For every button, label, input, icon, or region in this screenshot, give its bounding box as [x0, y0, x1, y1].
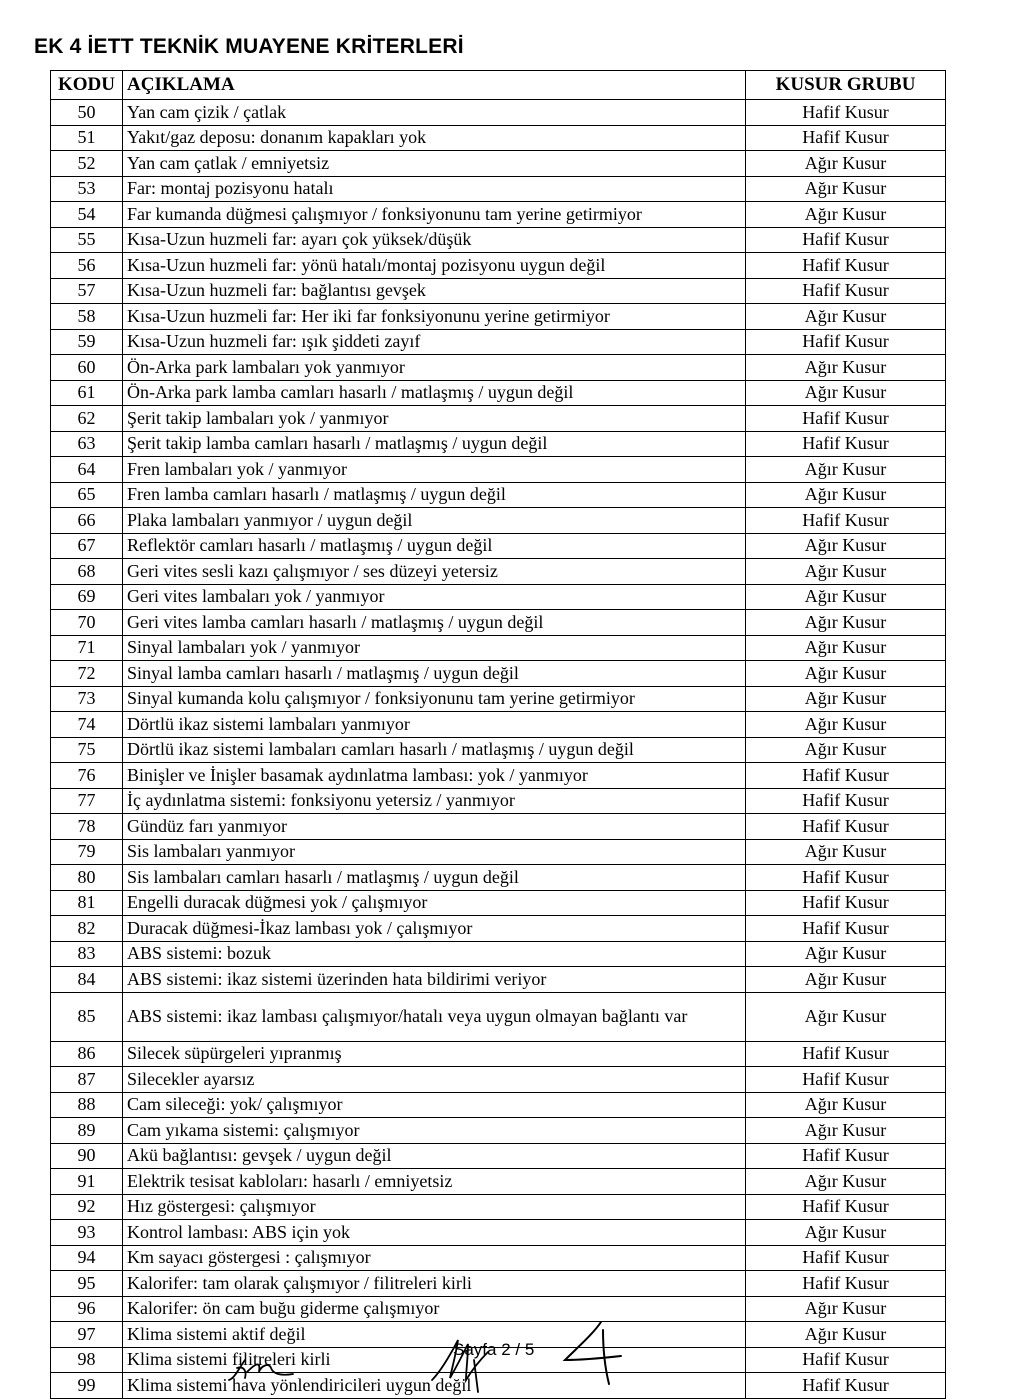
- row-defect-group: Hafif Kusur: [746, 406, 946, 432]
- table-row: [51, 559, 946, 585]
- row-code: 77: [51, 788, 123, 814]
- row-code: 61: [51, 380, 123, 406]
- row-description: Klima sistemi filitreleri kirli: [123, 1347, 746, 1373]
- row-code: 97: [51, 1322, 123, 1348]
- row-description: Binişler ve İnişler basamak aydınlatma lambası: yok / yanmıyor: [123, 763, 746, 789]
- table-row: [51, 1220, 946, 1246]
- row-description: Kalorifer: ön cam buğu giderme çalışmıyor: [123, 1296, 746, 1322]
- row-code: 93: [51, 1220, 123, 1246]
- row-code: 72: [51, 661, 123, 687]
- table-row: [51, 1296, 946, 1322]
- row-defect-group: Ağır Kusur: [746, 610, 946, 636]
- row-defect-group: Ağır Kusur: [746, 967, 946, 993]
- table-row: [51, 763, 946, 789]
- row-code: 82: [51, 916, 123, 942]
- row-description: Kontrol lambası: ABS için yok: [123, 1220, 746, 1246]
- row-defect-group: Ağır Kusur: [746, 584, 946, 610]
- table-row: [51, 686, 946, 712]
- table-row: [51, 635, 946, 661]
- table-row: [51, 712, 946, 738]
- row-code: 73: [51, 686, 123, 712]
- row-defect-group: Hafif Kusur: [746, 1347, 946, 1373]
- row-description: Hız göstergesi: çalışmıyor: [123, 1194, 746, 1220]
- row-description: Geri vites sesli kazı çalışmıyor / ses düzeyi yetersiz: [123, 559, 746, 585]
- row-defect-group: Ağır Kusur: [746, 355, 946, 381]
- row-code: 54: [51, 202, 123, 228]
- row-code: 56: [51, 253, 123, 279]
- row-defect-group: Ağır Kusur: [746, 737, 946, 763]
- row-description: Kalorifer: tam olarak çalışmıyor / filitreleri kirli: [123, 1271, 746, 1297]
- row-description: Şerit takip lamba camları hasarlı / matlaşmış / uygun değil: [123, 431, 746, 457]
- table-row: [51, 941, 946, 967]
- row-defect-group: Hafif Kusur: [746, 1194, 946, 1220]
- row-code: 50: [51, 100, 123, 126]
- row-code: 58: [51, 304, 123, 330]
- table-row: [51, 329, 946, 355]
- row-description: Yakıt/gaz deposu: donanım kapakları yok: [123, 125, 746, 151]
- table-row: [51, 125, 946, 151]
- row-defect-group: Ağır Kusur: [746, 1118, 946, 1144]
- signature-center: [428, 1330, 506, 1394]
- row-defect-group: Hafif Kusur: [746, 329, 946, 355]
- row-code: 66: [51, 508, 123, 534]
- row-description: Yan cam çatlak / emniyetsiz: [123, 151, 746, 177]
- table-row: [51, 151, 946, 177]
- row-defect-group: Hafif Kusur: [746, 278, 946, 304]
- row-code: 80: [51, 865, 123, 891]
- row-description: Fren lambaları yok / yanmıyor: [123, 457, 746, 483]
- row-code: 99: [51, 1373, 123, 1399]
- table-row: [51, 355, 946, 381]
- row-code: 64: [51, 457, 123, 483]
- row-defect-group: Ağır Kusur: [746, 635, 946, 661]
- row-description: Kısa-Uzun huzmeli far: bağlantısı gevşek: [123, 278, 746, 304]
- row-description: Gündüz farı yanmıyor: [123, 814, 746, 840]
- row-defect-group: Hafif Kusur: [746, 814, 946, 840]
- row-description: Far: montaj pozisyonu hatalı: [123, 176, 746, 202]
- header-defect-group: KUSUR GRUBU: [746, 71, 946, 100]
- header-code: KODU: [51, 71, 123, 100]
- table-row: [51, 890, 946, 916]
- table-row: [51, 1143, 946, 1169]
- table-row: [51, 814, 946, 840]
- table-row: [51, 1194, 946, 1220]
- row-code: 69: [51, 584, 123, 610]
- row-description: Far kumanda düğmesi çalışmıyor / fonksiyonunu tam yerine getirmiyor: [123, 202, 746, 228]
- row-description: Sinyal lamba camları hasarlı / matlaşmış / uygun değil: [123, 661, 746, 687]
- table-row: [51, 661, 946, 687]
- row-description: Yan cam çizik / çatlak: [123, 100, 746, 126]
- row-code: 57: [51, 278, 123, 304]
- page-mark-four: [555, 1318, 625, 1388]
- row-code: 68: [51, 559, 123, 585]
- row-code: 89: [51, 1118, 123, 1144]
- row-code: 79: [51, 839, 123, 865]
- row-description: Elektrik tesisat kabloları: hasarlı / emniyetsiz: [123, 1169, 746, 1195]
- row-code: 94: [51, 1245, 123, 1271]
- table-row: [51, 839, 946, 865]
- row-description: Kısa-Uzun huzmeli far: yönü hatalı/montaj pozisyonu uygun değil: [123, 253, 746, 279]
- row-defect-group: Ağır Kusur: [746, 941, 946, 967]
- row-description: Dörtlü ikaz sistemi lambaları camları hasarlı / matlaşmış / uygun değil: [123, 737, 746, 763]
- initials-signature-left: [225, 1338, 297, 1388]
- row-code: 95: [51, 1271, 123, 1297]
- row-code: 85: [51, 992, 123, 1041]
- table-row: [51, 1118, 946, 1144]
- table-row: [51, 992, 946, 1041]
- table-row: [51, 788, 946, 814]
- table-header-row: [51, 71, 946, 100]
- row-description: Akü bağlantısı: gevşek / uygun değil: [123, 1143, 746, 1169]
- row-code: 52: [51, 151, 123, 177]
- table-row: [51, 1041, 946, 1067]
- row-defect-group: Hafif Kusur: [746, 1143, 946, 1169]
- row-code: 98: [51, 1347, 123, 1373]
- row-description: Fren lamba camları hasarlı / matlaşmış / uygun değil: [123, 482, 746, 508]
- row-code: 83: [51, 941, 123, 967]
- table-row: [51, 253, 946, 279]
- page-number: Sayfa 2 / 5: [453, 1340, 535, 1359]
- row-code: 75: [51, 737, 123, 763]
- row-defect-group: Ağır Kusur: [746, 1169, 946, 1195]
- row-description: Şerit takip lambaları yok / yanmıyor: [123, 406, 746, 432]
- row-defect-group: Hafif Kusur: [746, 1245, 946, 1271]
- row-defect-group: Ağır Kusur: [746, 559, 946, 585]
- row-code: 88: [51, 1092, 123, 1118]
- row-defect-group: Ağır Kusur: [746, 176, 946, 202]
- row-description: Geri vites lambaları yok / yanmıyor: [123, 584, 746, 610]
- row-defect-group: Hafif Kusur: [746, 100, 946, 126]
- row-defect-group: Ağır Kusur: [746, 151, 946, 177]
- table-row: [51, 304, 946, 330]
- row-description: Kısa-Uzun huzmeli far: ışık şiddeti zayıf: [123, 329, 746, 355]
- row-code: 74: [51, 712, 123, 738]
- row-defect-group: Ağır Kusur: [746, 661, 946, 687]
- table-row: [51, 176, 946, 202]
- row-defect-group: Hafif Kusur: [746, 227, 946, 253]
- row-code: 59: [51, 329, 123, 355]
- row-defect-group: Ağır Kusur: [746, 457, 946, 483]
- row-code: 86: [51, 1041, 123, 1067]
- table-row: [51, 508, 946, 534]
- row-description: Silecek süpürgeleri yıpranmış: [123, 1041, 746, 1067]
- row-code: 87: [51, 1067, 123, 1093]
- row-description: Sinyal kumanda kolu çalışmıyor / fonksiyonunu tam yerine getirmiyor: [123, 686, 746, 712]
- row-defect-group: Hafif Kusur: [746, 1041, 946, 1067]
- row-defect-group: Hafif Kusur: [746, 125, 946, 151]
- row-defect-group: Hafif Kusur: [746, 253, 946, 279]
- row-defect-group: Ağır Kusur: [746, 712, 946, 738]
- table-row: [51, 1245, 946, 1271]
- row-code: 76: [51, 763, 123, 789]
- row-description: Dörtlü ikaz sistemi lambaları yanmıyor: [123, 712, 746, 738]
- row-description: Cam yıkama sistemi: çalışmıyor: [123, 1118, 746, 1144]
- table-row: [51, 1092, 946, 1118]
- row-defect-group: Hafif Kusur: [746, 890, 946, 916]
- row-description: Reflektör camları hasarlı / matlaşmış / uygun değil: [123, 533, 746, 559]
- row-defect-group: Ağır Kusur: [746, 202, 946, 228]
- row-defect-group: Ağır Kusur: [746, 1220, 946, 1246]
- row-description: Silecekler ayarsız: [123, 1067, 746, 1093]
- row-description: Plaka lambaları yanmıyor / uygun değil: [123, 508, 746, 534]
- row-description: Sis lambaları camları hasarlı / matlaşmış / uygun değil: [123, 865, 746, 891]
- table-row: [51, 457, 946, 483]
- row-defect-group: Hafif Kusur: [746, 916, 946, 942]
- row-description: Ön-Arka park lamba camları hasarlı / matlaşmış / uygun değil: [123, 380, 746, 406]
- row-defect-group: Hafif Kusur: [746, 1271, 946, 1297]
- row-description: Duracak düğmesi-İkaz lambası yok / çalışmıyor: [123, 916, 746, 942]
- row-defect-group: Ağır Kusur: [746, 686, 946, 712]
- table-row: [51, 202, 946, 228]
- row-code: 62: [51, 406, 123, 432]
- row-description: Klima sistemi hava yönlendiricileri uygun değil: [123, 1373, 746, 1399]
- table-row: [51, 1271, 946, 1297]
- row-defect-group: Hafif Kusur: [746, 763, 946, 789]
- row-code: 65: [51, 482, 123, 508]
- table-row: [51, 865, 946, 891]
- table-row: [51, 380, 946, 406]
- row-defect-group: Ağır Kusur: [746, 304, 946, 330]
- table-row: [51, 610, 946, 636]
- row-description: Geri vites lamba camları hasarlı / matlaşmış / uygun değil: [123, 610, 746, 636]
- row-defect-group: Ağır Kusur: [746, 380, 946, 406]
- row-defect-group: Ağır Kusur: [746, 1296, 946, 1322]
- row-code: 96: [51, 1296, 123, 1322]
- table-row: [51, 584, 946, 610]
- row-code: 51: [51, 125, 123, 151]
- table-row: [51, 737, 946, 763]
- row-description: ABS sistemi: ikaz sistemi üzerinden hata bildirimi veriyor: [123, 967, 746, 993]
- row-description: Engelli duracak düğmesi yok / çalışmıyor: [123, 890, 746, 916]
- row-code: 92: [51, 1194, 123, 1220]
- table-row: [51, 967, 946, 993]
- row-defect-group: Ağır Kusur: [746, 839, 946, 865]
- table-row: [51, 406, 946, 432]
- table-row: [51, 431, 946, 457]
- row-code: 90: [51, 1143, 123, 1169]
- row-description: Kısa-Uzun huzmeli far: ayarı çok yüksek/düşük: [123, 227, 746, 253]
- row-code: 91: [51, 1169, 123, 1195]
- header-description: AÇIKLAMA: [123, 71, 746, 100]
- table-row: [51, 482, 946, 508]
- table-row: [51, 278, 946, 304]
- row-description: Sinyal lambaları yok / yanmıyor: [123, 635, 746, 661]
- row-code: 78: [51, 814, 123, 840]
- row-code: 63: [51, 431, 123, 457]
- page-title: EK 4 İETT TEKNİK MUAYENE KRİTERLERİ: [34, 35, 464, 58]
- row-defect-group: Hafif Kusur: [746, 431, 946, 457]
- row-code: 55: [51, 227, 123, 253]
- row-defect-group: Ağır Kusur: [746, 1092, 946, 1118]
- row-defect-group: Hafif Kusur: [746, 1373, 946, 1399]
- row-defect-group: Hafif Kusur: [746, 788, 946, 814]
- criteria-table: [50, 70, 946, 1399]
- row-code: 60: [51, 355, 123, 381]
- row-description: Klima sistemi aktif değil: [123, 1322, 746, 1348]
- row-code: 53: [51, 176, 123, 202]
- row-code: 70: [51, 610, 123, 636]
- row-description: Kısa-Uzun huzmeli far: Her iki far fonksiyonunu yerine getirmiyor: [123, 304, 746, 330]
- criteria-table-body: [51, 100, 946, 1399]
- row-code: 67: [51, 533, 123, 559]
- row-defect-group: Ağır Kusur: [746, 1322, 946, 1348]
- row-description: Km sayacı göstergesi : çalışmıyor: [123, 1245, 746, 1271]
- row-description: ABS sistemi: ikaz lambası çalışmıyor/hatalı veya uygun olmayan bağlantı var: [123, 992, 746, 1041]
- table-row: [51, 100, 946, 126]
- table-row: [51, 916, 946, 942]
- row-description: ABS sistemi: bozuk: [123, 941, 746, 967]
- row-defect-group: Ağır Kusur: [746, 992, 946, 1041]
- table-row: [51, 227, 946, 253]
- row-code: 84: [51, 967, 123, 993]
- table-row: [51, 533, 946, 559]
- row-description: Cam sileceği: yok/ çalışmıyor: [123, 1092, 746, 1118]
- row-defect-group: Ağır Kusur: [746, 533, 946, 559]
- row-code: 71: [51, 635, 123, 661]
- table-row: [51, 1067, 946, 1093]
- row-description: Sis lambaları yanmıyor: [123, 839, 746, 865]
- table-row: [51, 1169, 946, 1195]
- row-defect-group: Hafif Kusur: [746, 865, 946, 891]
- row-defect-group: Hafif Kusur: [746, 1067, 946, 1093]
- row-description: İç aydınlatma sistemi: fonksiyonu yetersiz / yanmıyor: [123, 788, 746, 814]
- row-defect-group: Ağır Kusur: [746, 482, 946, 508]
- row-defect-group: Hafif Kusur: [746, 508, 946, 534]
- row-description: Ön-Arka park lambaları yok yanmıyor: [123, 355, 746, 381]
- row-code: 81: [51, 890, 123, 916]
